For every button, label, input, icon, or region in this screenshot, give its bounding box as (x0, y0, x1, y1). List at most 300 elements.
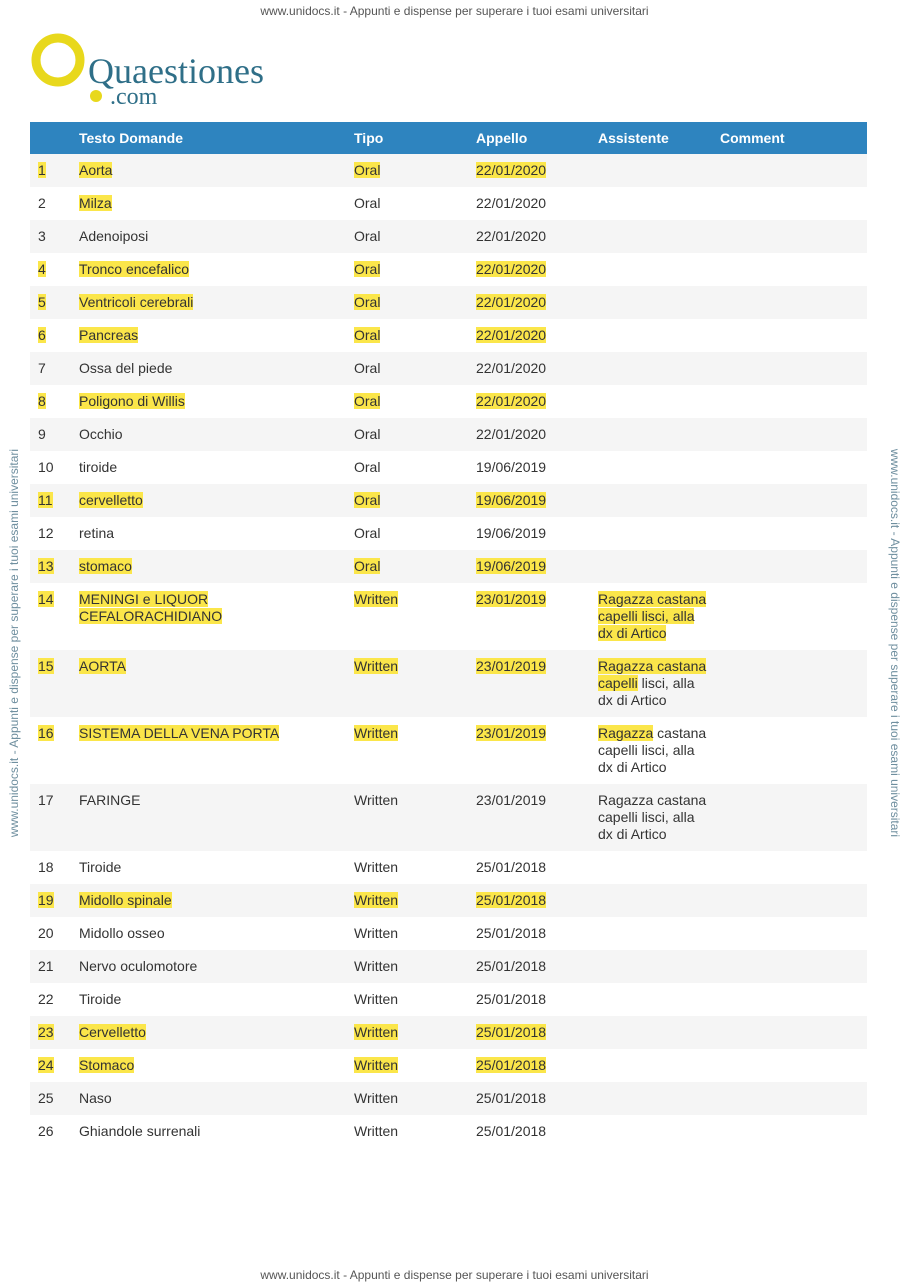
cell-testo-domande (71, 187, 346, 220)
cell-assistente (590, 851, 712, 884)
header-assistente: Assistente (590, 122, 712, 154)
cell-testo-domande (71, 983, 346, 1016)
cell-tipo (346, 583, 468, 650)
cell-appello (468, 650, 590, 717)
site-banner-left: www.unidocs.it - Appunti e dispense per superare i tuoi esami universitari (7, 448, 21, 838)
cell-assistente (590, 950, 712, 983)
cell-number (30, 950, 71, 983)
cell-assistente (590, 1049, 712, 1082)
cell-assistente (590, 385, 712, 418)
cell-testo-domande (71, 950, 346, 983)
cell-comment (712, 1115, 867, 1148)
cell-testo-domande-text: Pancreas (79, 327, 139, 343)
cell-testo-domande-text: Ossa del piede (79, 360, 173, 376)
cell-comment (712, 319, 867, 352)
cell-number (30, 352, 71, 385)
cell-number-text: 17 (38, 792, 54, 808)
cell-tipo (346, 550, 468, 583)
cell-appello-text: 22/01/2020 (476, 162, 547, 178)
cell-number-text: 6 (38, 327, 46, 343)
cell-number (30, 550, 71, 583)
cell-tipo (346, 253, 468, 286)
cell-appello (468, 1115, 590, 1148)
cell-number (30, 418, 71, 451)
cell-tipo (346, 650, 468, 717)
cell-assistente (590, 717, 712, 784)
cell-appello (468, 484, 590, 517)
cell-comment (712, 583, 867, 650)
cell-appello (468, 352, 590, 385)
cell-assistente (590, 418, 712, 451)
cell-comment (712, 983, 867, 1016)
header-testo-domande: Testo Domande (71, 122, 346, 154)
header-number (30, 122, 71, 154)
cell-appello-text: 22/01/2020 (476, 195, 547, 211)
table-row (30, 286, 867, 319)
cell-appello (468, 319, 590, 352)
cell-tipo (346, 154, 468, 187)
cell-tipo-text: Oral (354, 393, 381, 409)
cell-number (30, 851, 71, 884)
cell-testo-domande (71, 550, 346, 583)
cell-tipo-text: Written (354, 591, 399, 607)
cell-number-text: 8 (38, 393, 46, 409)
logo-tld: .com (110, 84, 158, 110)
cell-appello (468, 385, 590, 418)
table-row (30, 385, 867, 418)
cell-number-text: 5 (38, 294, 46, 310)
cell-tipo (346, 1082, 468, 1115)
cell-tipo-text: Written (354, 1123, 399, 1139)
cell-number-text: 26 (38, 1123, 54, 1139)
questions-table (30, 122, 867, 1148)
cell-number-text: 7 (38, 360, 46, 376)
cell-number (30, 319, 71, 352)
table-row (30, 451, 867, 484)
cell-tipo-text: Oral (354, 162, 381, 178)
cell-tipo (346, 851, 468, 884)
table-row (30, 1082, 867, 1115)
cell-appello-text: 25/01/2018 (476, 859, 547, 875)
cell-testo-domande (71, 286, 346, 319)
cell-assistente-text: Ragazza castana capelli lisci, alla dx di Artico (598, 658, 707, 708)
cell-appello-text: 22/01/2020 (476, 228, 547, 244)
cell-tipo-text: Oral (354, 426, 381, 442)
cell-testo-domande (71, 352, 346, 385)
cell-testo-domande (71, 319, 346, 352)
cell-appello (468, 220, 590, 253)
cell-testo-domande (71, 1082, 346, 1115)
cell-testo-domande (71, 385, 346, 418)
cell-tipo (346, 286, 468, 319)
cell-comment (712, 917, 867, 950)
cell-appello (468, 1049, 590, 1082)
cell-testo-domande-text: SISTEMA DELLA VENA PORTA (79, 725, 280, 741)
cell-tipo (346, 220, 468, 253)
cell-appello-text: 25/01/2018 (476, 1090, 547, 1106)
cell-tipo-text: Oral (354, 327, 381, 343)
cell-appello (468, 983, 590, 1016)
cell-number-text: 25 (38, 1090, 54, 1106)
cell-appello (468, 583, 590, 650)
cell-testo-domande (71, 717, 346, 784)
table-row (30, 583, 867, 650)
table-row (30, 517, 867, 550)
cell-appello-text: 23/01/2019 (476, 658, 547, 674)
cell-appello-text: 22/01/2020 (476, 327, 547, 343)
cell-number-text: 10 (38, 459, 54, 475)
cell-comment (712, 1049, 867, 1082)
cell-number (30, 583, 71, 650)
cell-testo-domande (71, 154, 346, 187)
table-row (30, 1016, 867, 1049)
cell-comment (712, 484, 867, 517)
cell-tipo-text: Oral (354, 261, 381, 277)
header-tipo: Tipo (346, 122, 468, 154)
cell-appello-text: 25/01/2018 (476, 958, 547, 974)
cell-assistente (590, 784, 712, 851)
cell-number-text: 24 (38, 1057, 54, 1073)
cell-tipo-text: Written (354, 859, 399, 875)
cell-comment (712, 286, 867, 319)
cell-tipo-text: Written (354, 991, 399, 1007)
cell-tipo-text: Oral (354, 195, 381, 211)
cell-testo-domande (71, 851, 346, 884)
cell-testo-domande-text: Tiroide (79, 859, 122, 875)
cell-number-text: 14 (38, 591, 54, 607)
cell-number-text: 13 (38, 558, 54, 574)
cell-assistente (590, 253, 712, 286)
cell-testo-domande-text: Occhio (79, 426, 123, 442)
cell-testo-domande-text: tiroide (79, 459, 118, 475)
cell-comment (712, 784, 867, 851)
cell-number (30, 784, 71, 851)
cell-comment (712, 220, 867, 253)
cell-assistente (590, 983, 712, 1016)
header-appello: Appello (468, 122, 590, 154)
cell-appello (468, 851, 590, 884)
table-row (30, 650, 867, 717)
cell-appello (468, 717, 590, 784)
table-row (30, 187, 867, 220)
cell-assistente (590, 352, 712, 385)
cell-number (30, 650, 71, 717)
cell-number-text: 12 (38, 525, 54, 541)
cell-appello (468, 884, 590, 917)
cell-appello-text: 25/01/2018 (476, 892, 547, 908)
cell-number (30, 451, 71, 484)
cell-testo-domande-text: cervelletto (79, 492, 143, 508)
cell-number (30, 154, 71, 187)
cell-comment (712, 451, 867, 484)
cell-testo-domande-text: stomaco (79, 558, 132, 574)
cell-testo-domande (71, 253, 346, 286)
cell-comment (712, 187, 867, 220)
cell-appello-text: 22/01/2020 (476, 294, 547, 310)
cell-comment (712, 352, 867, 385)
cell-tipo-text: Written (354, 925, 399, 941)
cell-comment (712, 717, 867, 784)
cell-number (30, 717, 71, 784)
cell-appello-text: 19/06/2019 (476, 492, 547, 508)
cell-appello-text: 25/01/2018 (476, 1057, 547, 1073)
cell-testo-domande (71, 784, 346, 851)
table-row (30, 884, 867, 917)
cell-comment (712, 650, 867, 717)
cell-appello-text: 23/01/2019 (476, 792, 547, 808)
cell-tipo (346, 1016, 468, 1049)
cell-number-text: 2 (38, 195, 46, 211)
quaestiones-logo[interactable] (30, 28, 270, 108)
cell-appello (468, 1082, 590, 1115)
cell-testo-domande (71, 650, 346, 717)
cell-tipo (346, 385, 468, 418)
cell-tipo-text: Written (354, 892, 399, 908)
cell-tipo-text: Written (354, 658, 399, 674)
cell-number-text: 4 (38, 261, 46, 277)
cell-number-text: 21 (38, 958, 54, 974)
cell-tipo (346, 451, 468, 484)
cell-testo-domande (71, 1049, 346, 1082)
cell-tipo-text: Oral (354, 459, 381, 475)
cell-appello (468, 418, 590, 451)
cell-assistente (590, 583, 712, 650)
cell-assistente-text: Ragazza castana capelli lisci, alla dx di Artico (598, 792, 707, 842)
table-row (30, 950, 867, 983)
table-row (30, 484, 867, 517)
cell-testo-domande-text: FARINGE (79, 792, 141, 808)
cell-testo-domande-text: Midollo osseo (79, 925, 165, 941)
table-row (30, 319, 867, 352)
cell-comment (712, 1082, 867, 1115)
cell-testo-domande-text: Adenoiposi (79, 228, 149, 244)
cell-tipo (346, 187, 468, 220)
cell-testo-domande-text: MENINGI e LIQUOR CEFALORACHIDIANO (79, 591, 223, 624)
cell-assistente (590, 187, 712, 220)
cell-number-text: 20 (38, 925, 54, 941)
cell-number (30, 1016, 71, 1049)
table-header-row (30, 122, 867, 154)
cell-number (30, 187, 71, 220)
cell-appello-text: 25/01/2018 (476, 991, 547, 1007)
cell-tipo-text: Written (354, 792, 399, 808)
cell-number (30, 1082, 71, 1115)
cell-number-text: 19 (38, 892, 54, 908)
cell-appello (468, 451, 590, 484)
cell-tipo (346, 717, 468, 784)
cell-assistente (590, 286, 712, 319)
cell-tipo (346, 517, 468, 550)
cell-appello (468, 517, 590, 550)
cell-assistente (590, 550, 712, 583)
cell-number (30, 286, 71, 319)
cell-tipo-text: Oral (354, 492, 381, 508)
table-row (30, 253, 867, 286)
cell-appello-text: 22/01/2020 (476, 426, 547, 442)
cell-appello (468, 154, 590, 187)
cell-tipo-text: Oral (354, 558, 381, 574)
cell-testo-domande (71, 451, 346, 484)
cell-assistente (590, 1115, 712, 1148)
cell-tipo (346, 319, 468, 352)
cell-comment (712, 418, 867, 451)
cell-tipo (346, 917, 468, 950)
cell-tipo-text: Written (354, 1024, 399, 1040)
site-banner-top: www.unidocs.it - Appunti e dispense per superare i tuoi esami universitari (260, 4, 649, 18)
cell-number (30, 1115, 71, 1148)
cell-testo-domande (71, 418, 346, 451)
cell-assistente (590, 154, 712, 187)
cell-number-text: 3 (38, 228, 46, 244)
cell-tipo-text: Written (354, 725, 399, 741)
cell-number-text: 23 (38, 1024, 54, 1040)
cell-tipo (346, 418, 468, 451)
table-row (30, 1049, 867, 1082)
cell-assistente (590, 650, 712, 717)
cell-testo-domande-text: Stomaco (79, 1057, 135, 1073)
cell-appello (468, 550, 590, 583)
cell-comment (712, 1016, 867, 1049)
cell-testo-domande-text: Tronco encefalico (79, 261, 189, 277)
cell-number-text: 18 (38, 859, 54, 875)
cell-assistente (590, 451, 712, 484)
cell-appello-text: 22/01/2020 (476, 393, 547, 409)
table-row (30, 352, 867, 385)
cell-number (30, 253, 71, 286)
cell-tipo-text: Written (354, 1057, 399, 1073)
cell-assistente (590, 220, 712, 253)
cell-tipo (346, 1115, 468, 1148)
cell-testo-domande (71, 917, 346, 950)
site-banner-right: www.unidocs.it - Appunti e dispense per superare i tuoi esami universitari (888, 448, 902, 838)
cell-tipo-text: Oral (354, 360, 381, 376)
table-row (30, 418, 867, 451)
cell-testo-domande-text: Naso (79, 1090, 112, 1106)
logo-wordmark: Quaestiones (88, 51, 264, 91)
cell-testo-domande (71, 517, 346, 550)
cell-number (30, 917, 71, 950)
cell-tipo (346, 352, 468, 385)
cell-tipo (346, 983, 468, 1016)
cell-assistente (590, 484, 712, 517)
cell-appello-text: 25/01/2018 (476, 1123, 547, 1139)
cell-testo-domande-text: Ventricoli cerebrali (79, 294, 194, 310)
cell-number-text: 9 (38, 426, 46, 442)
cell-tipo (346, 950, 468, 983)
cell-comment (712, 517, 867, 550)
cell-number-text: 22 (38, 991, 54, 1007)
cell-appello-text: 23/01/2019 (476, 591, 547, 607)
cell-testo-domande (71, 220, 346, 253)
cell-tipo-text: Oral (354, 525, 381, 541)
cell-assistente (590, 1016, 712, 1049)
cell-testo-domande-text: Nervo oculomotore (79, 958, 198, 974)
cell-appello (468, 784, 590, 851)
cell-appello (468, 1016, 590, 1049)
header-comment: Comment (712, 122, 867, 154)
cell-testo-domande-text: Tiroide (79, 991, 122, 1007)
cell-testo-domande (71, 583, 346, 650)
cell-number (30, 884, 71, 917)
cell-comment (712, 550, 867, 583)
cell-appello-text: 25/01/2018 (476, 1024, 547, 1040)
cell-comment (712, 950, 867, 983)
cell-testo-domande-text: AORTA (79, 658, 126, 674)
site-banner-bottom: www.unidocs.it - Appunti e dispense per superare i tuoi esami universitari (260, 1268, 649, 1282)
cell-appello (468, 950, 590, 983)
cell-appello (468, 253, 590, 286)
cell-tipo (346, 484, 468, 517)
cell-testo-domande (71, 484, 346, 517)
cell-tipo (346, 784, 468, 851)
cell-number-text: 16 (38, 725, 54, 741)
cell-number (30, 385, 71, 418)
table-row (30, 851, 867, 884)
cell-tipo-text: Written (354, 1090, 399, 1106)
cell-number-text: 15 (38, 658, 54, 674)
cell-comment (712, 851, 867, 884)
cell-tipo-text: Oral (354, 228, 381, 244)
cell-number (30, 220, 71, 253)
cell-appello-text: 23/01/2019 (476, 725, 547, 741)
cell-appello-text: 22/01/2020 (476, 360, 547, 376)
cell-number-text: 11 (38, 492, 53, 508)
cell-comment (712, 154, 867, 187)
cell-appello (468, 187, 590, 220)
cell-testo-domande (71, 884, 346, 917)
cell-appello-text: 19/06/2019 (476, 525, 547, 541)
cell-appello-text: 22/01/2020 (476, 261, 547, 277)
cell-testo-domande-text: Midollo spinale (79, 892, 172, 908)
cell-appello (468, 286, 590, 319)
cell-tipo-text: Written (354, 958, 399, 974)
cell-tipo-text: Oral (354, 294, 381, 310)
cell-testo-domande-text: Milza (79, 195, 112, 211)
cell-assistente (590, 517, 712, 550)
cell-assistente-text: Ragazza castana capelli lisci, alla dx di Artico (598, 591, 707, 641)
cell-assistente (590, 319, 712, 352)
cell-testo-domande-text: Cervelletto (79, 1024, 146, 1040)
table-row (30, 550, 867, 583)
cell-assistente (590, 884, 712, 917)
table-row (30, 154, 867, 187)
cell-comment (712, 884, 867, 917)
cell-comment (712, 385, 867, 418)
table-row (30, 1115, 867, 1148)
cell-number (30, 1049, 71, 1082)
cell-number (30, 983, 71, 1016)
cell-testo-domande-text: Ghiandole surrenali (79, 1123, 201, 1139)
cell-tipo (346, 884, 468, 917)
cell-comment (712, 253, 867, 286)
cell-assistente-text: Ragazza castana capelli lisci, alla dx di Artico (598, 725, 707, 775)
table-row (30, 983, 867, 1016)
cell-assistente (590, 917, 712, 950)
cell-number (30, 517, 71, 550)
cell-testo-domande-text: Aorta (79, 162, 113, 178)
cell-assistente (590, 1082, 712, 1115)
table-row (30, 717, 867, 784)
cell-appello-text: 25/01/2018 (476, 925, 547, 941)
cell-appello (468, 917, 590, 950)
cell-number (30, 484, 71, 517)
cell-testo-domande (71, 1115, 346, 1148)
table-row (30, 784, 867, 851)
cell-tipo (346, 1049, 468, 1082)
cell-testo-domande-text: retina (79, 525, 115, 541)
table-row (30, 917, 867, 950)
cell-appello-text: 19/06/2019 (476, 558, 547, 574)
